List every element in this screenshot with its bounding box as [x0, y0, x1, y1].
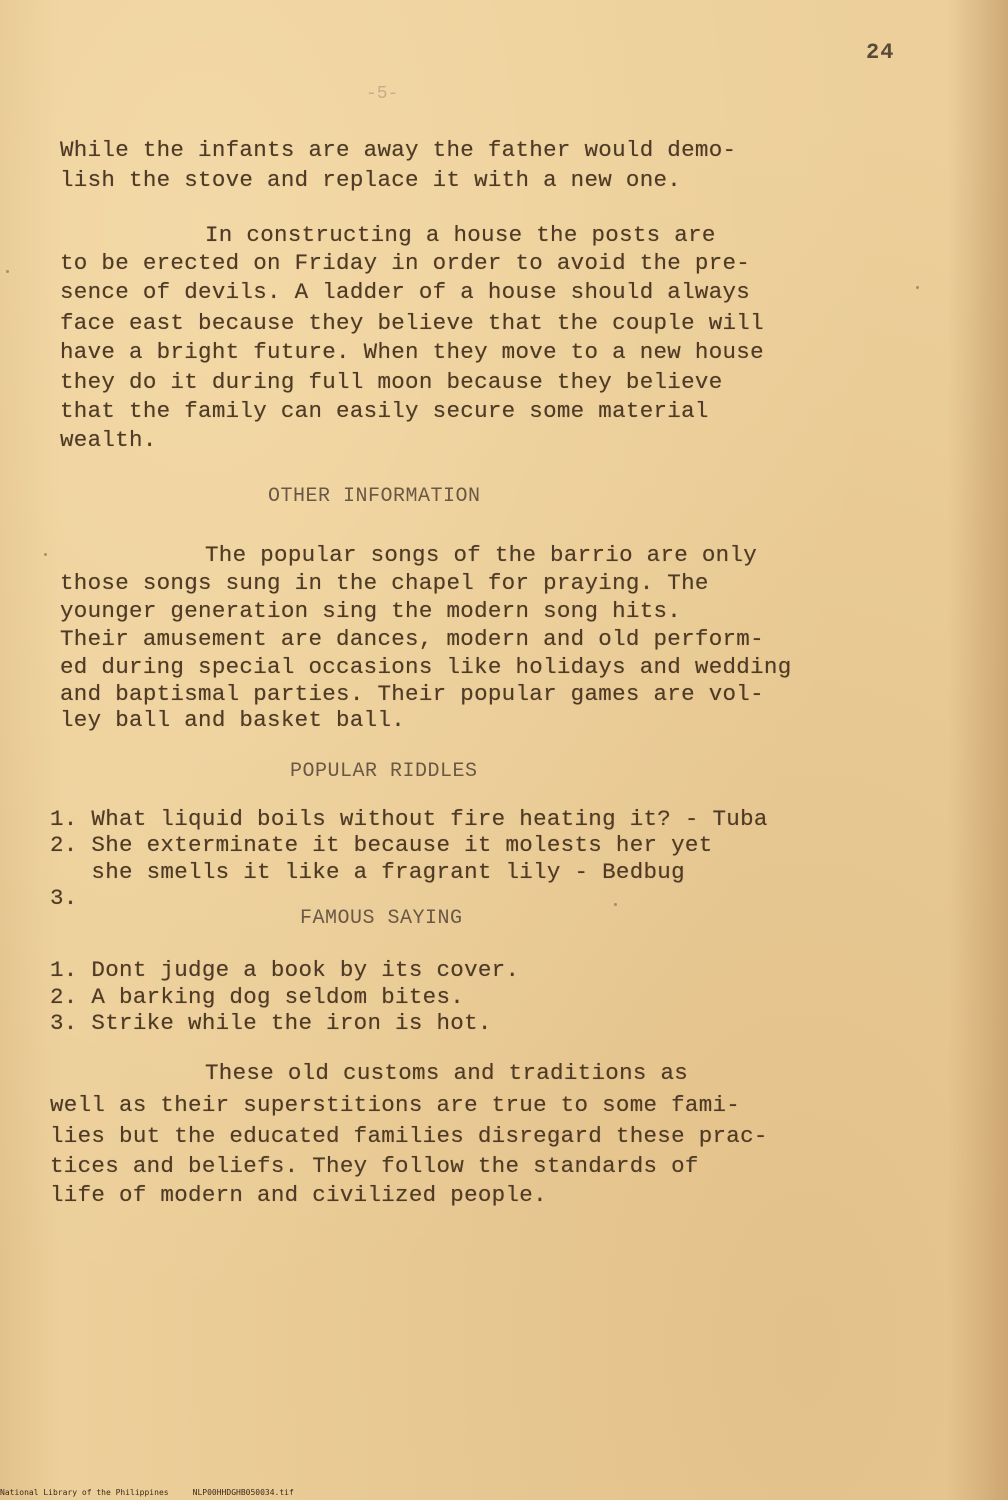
list-item: 2. She exterminate it because it molests her yet [50, 832, 713, 858]
section-heading: FAMOUS SAYING [300, 907, 463, 930]
text-line: to be erected on Friday in order to avoid the pre- [60, 250, 751, 276]
text-line: have a bright future. When they move to a new house [60, 339, 764, 365]
text-line: ed during special occasions like holidays and wedding [60, 654, 792, 680]
text-line: While the infants are away the father would demo- [60, 137, 737, 163]
text-line: those songs sung in the chapel for praying. The [60, 570, 709, 596]
text-line: Their amusement are dances, modern and old perform- [60, 626, 764, 652]
text-line: younger generation sing the modern song hits. [60, 598, 682, 624]
text-line: wealth. [60, 427, 157, 453]
text-line: lish the stove and replace it with a new one. [60, 167, 682, 193]
text-line: tices and beliefs. They follow the standards of [50, 1153, 699, 1179]
text-line: In constructing a house the posts are [205, 222, 716, 248]
text-line: ley ball and basket ball. [60, 707, 406, 733]
text-line: they do it during full moon because they believe [60, 369, 723, 395]
faint-header-mark: -5- [366, 84, 399, 104]
text-line: These old customs and traditions as [205, 1060, 689, 1086]
page-number: 24 [866, 40, 895, 65]
list-item: 1. What liquid boils without fire heating it? - Tuba [50, 806, 768, 832]
section-heading: OTHER INFORMATION [268, 485, 481, 508]
text-line: The popular songs of the barrio are only [205, 542, 758, 568]
scan-footer: National Library of the Philippines NLP00HHDGHB050034.tif [0, 1488, 294, 1497]
text-line: life of modern and civilized people. [50, 1182, 547, 1208]
text-line: that the family can easily secure some material [60, 398, 709, 424]
text-line: lies but the educated families disregard these prac- [50, 1123, 768, 1149]
text-line: face east because they believe that the couple will [60, 310, 764, 336]
list-item: she smells it like a fragrant lily - Bedbug [50, 859, 685, 885]
paper-speck [614, 903, 617, 906]
list-item: 1. Dont judge a book by its cover. [50, 957, 520, 983]
section-heading: POPULAR RIDDLES [290, 760, 478, 783]
list-item: 3. [50, 885, 78, 911]
text-line: and baptismal parties. Their popular games are vol- [60, 681, 764, 707]
paper-speck [6, 270, 9, 273]
text-line: well as their superstitions are true to some fami- [50, 1092, 741, 1118]
paper-speck [44, 553, 47, 556]
text-line: sence of devils. A ladder of a house should always [60, 279, 751, 305]
paper-speck [916, 286, 919, 289]
list-item: 3. Strike while the iron is hot. [50, 1010, 492, 1036]
list-item: 2. A barking dog seldom bites. [50, 984, 465, 1010]
